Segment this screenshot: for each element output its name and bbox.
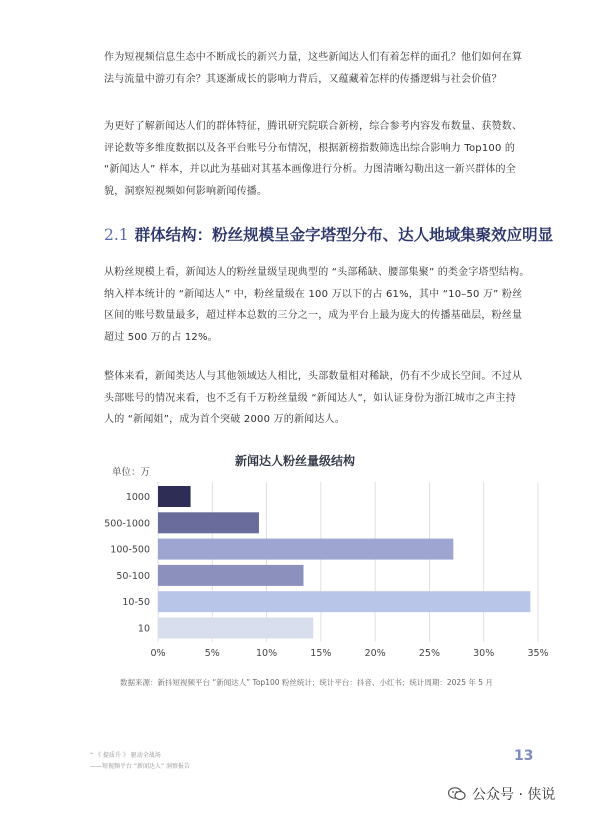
bar bbox=[158, 618, 313, 639]
text-line: 貌，洞察短视频如何影响新闻传播。 bbox=[104, 185, 268, 197]
category-label: 50-100 bbox=[116, 570, 150, 582]
text-line: 从粉丝规模上看，新闻达人的粉丝量级呈现典型的 “头部稀缺、腰部集聚” 的类金字塔型结构。 bbox=[104, 267, 530, 278]
x-tick-label: 30% bbox=[473, 647, 495, 659]
category-label: 1000 bbox=[125, 492, 150, 503]
text-line: 作为短视频信息生态中不断成长的新兴力量，这些新闻达人们有着怎样的面孔？他们如何在算 bbox=[104, 52, 523, 63]
text-line: “新闻达人” 样本，并以此为基础对其基本画像进行分析。力图清晰勾勒出这一新兴群体的全 bbox=[104, 164, 516, 175]
unit-label: 单位：万 bbox=[111, 467, 150, 478]
bar bbox=[158, 591, 530, 612]
text-line: 为更好了解新闻达人们的群体特征，腾讯研究院联合新榜，综合参考内容发布数量、获赞数、 bbox=[104, 121, 523, 132]
x-tick-label: 25% bbox=[418, 647, 440, 659]
x-tick-label: 15% bbox=[310, 647, 332, 659]
chart-source: 数据来源：新抖短视频平台 “新闻达人” Top100 粉丝统计；统计平台：抖音、小红书；统计周期：2025 年 5 月 bbox=[120, 678, 493, 687]
page-number: 13 bbox=[514, 748, 534, 764]
watermark-text: 公众号 · 侠说 bbox=[472, 787, 556, 803]
text-line: 头部账号的情况来看，也不乏有千万粉丝量级 “新闻达人”，如认证身份为浙江城市之声主持 bbox=[104, 392, 516, 404]
text-line: 超过 500 万的占 12%。 bbox=[104, 331, 218, 343]
text-line: 纳入样本统计的 “新闻达人” 中，粉丝量级在 100 万以下的占 61%，其中 “10–50 万” 粉丝 bbox=[104, 288, 523, 300]
bar bbox=[158, 565, 303, 586]
category-label: 100-500 bbox=[110, 544, 150, 556]
section-number: 2.1 bbox=[104, 226, 129, 244]
watermark bbox=[448, 784, 555, 804]
text-line: 整体来看，新闻类达人与其他领域达人相比，头部数量相对稀缺，仍有不少成长空间。不过从 bbox=[104, 371, 523, 382]
footer-line-1: “ 《 提质升 》 驱动全战场 bbox=[90, 752, 161, 759]
section-title-text: 群体结构：粉丝规模呈金字塔型分布、达人地域集聚效应明显 bbox=[134, 226, 554, 244]
category-label: 10 bbox=[137, 623, 150, 635]
wechat-icon bbox=[448, 787, 466, 801]
bar bbox=[158, 539, 453, 560]
bar bbox=[158, 512, 259, 533]
text-line: 法与流量中游刃有余？其逐渐成长的影响力背后，又蕴藏着怎样的传播逻辑与社会价值？ bbox=[104, 73, 502, 85]
footer-line-2: ——短视频平台 “新闻达人” 洞察报告 bbox=[90, 763, 191, 770]
bar bbox=[158, 486, 191, 507]
x-tick-label: 10% bbox=[256, 647, 278, 659]
x-tick-label: 5% bbox=[204, 647, 220, 659]
category-label: 500-1000 bbox=[104, 518, 150, 530]
text-line: 评论数等多维度数据以及各平台账号分布情况，根据新榜指数筛选出综合影响力 Top100 的 bbox=[104, 142, 516, 154]
x-tick-label: 20% bbox=[364, 647, 386, 659]
x-tick-label: 35% bbox=[527, 647, 549, 659]
x-tick-label: 0% bbox=[150, 647, 166, 659]
text-line: 人的 “新闻姐”，成为首个突破 2000 万的新闻达人。 bbox=[104, 414, 345, 425]
text-line: 区间的账号数量最多，超过样本总数的三分之一，成为平台上最为庞大的传播基础层，粉丝量 bbox=[104, 310, 523, 321]
chart-title: 新闻达人粉丝量级结构 bbox=[234, 454, 355, 468]
category-label: 10-50 bbox=[122, 597, 150, 609]
